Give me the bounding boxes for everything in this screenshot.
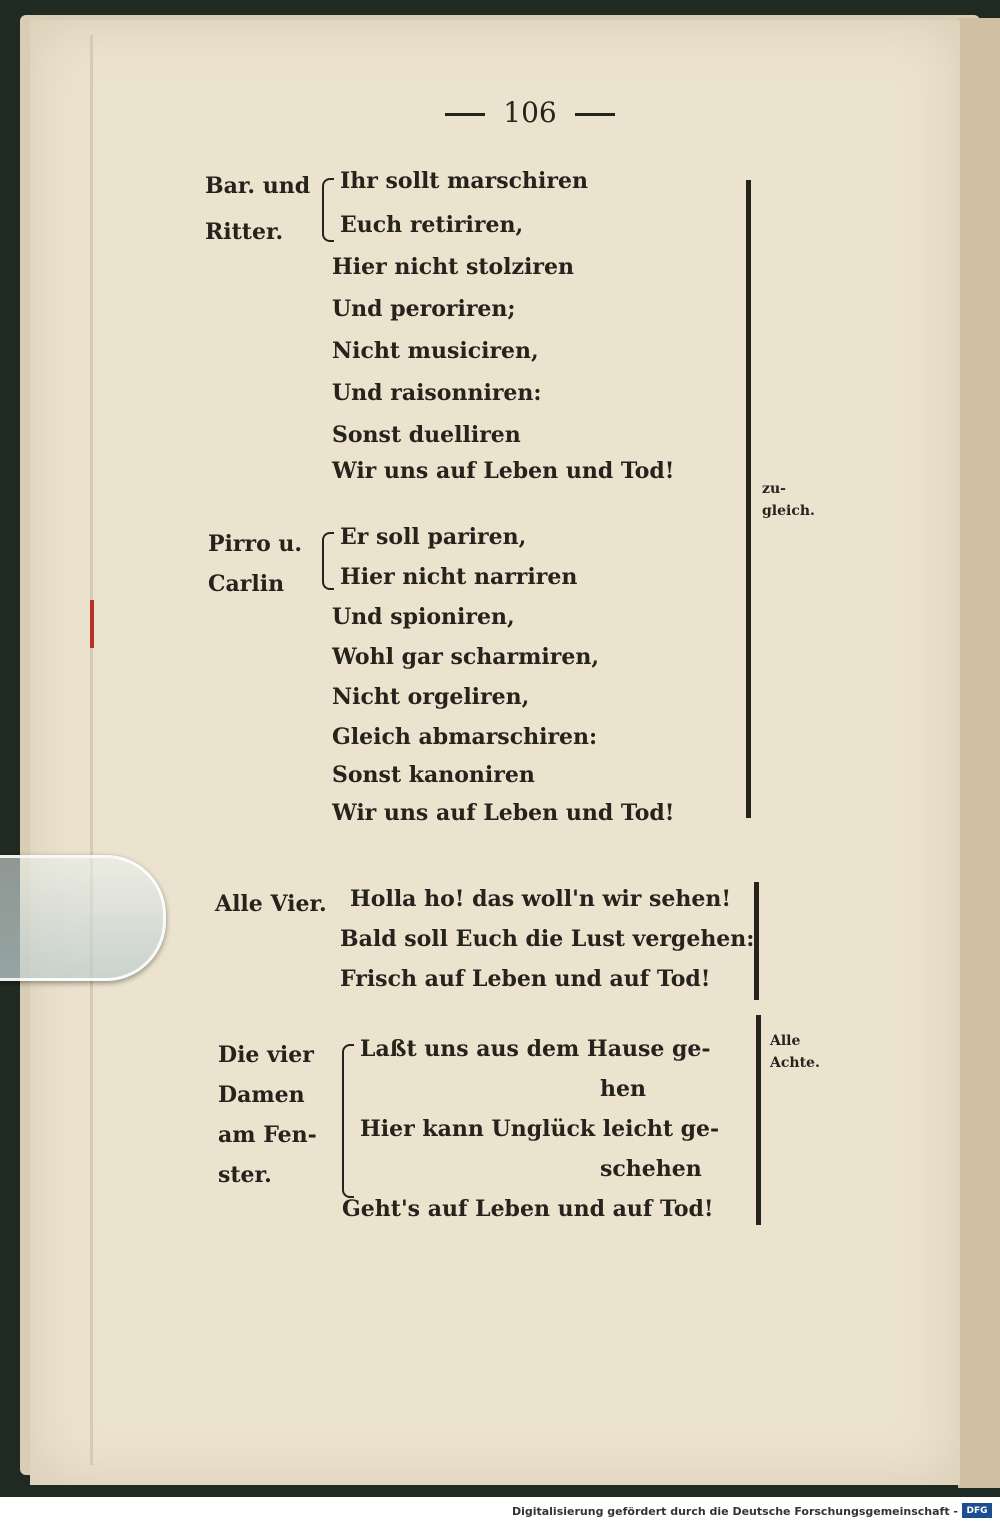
speaker-brace xyxy=(342,1044,354,1198)
page-number-dash-left xyxy=(445,113,485,116)
verse-line: Nicht orgeliren, xyxy=(332,684,530,710)
verse-line: Hier kann Unglück leicht ge- xyxy=(360,1116,720,1142)
side-note-alle-achte xyxy=(770,1030,820,1074)
verse-line: Wir uns auf Leben und Tod! xyxy=(332,458,675,484)
speaker-label: Carlin xyxy=(208,571,285,597)
footer-credit: Digitalisierung gefördert durch die Deutsche Forschungsgemeinschaft - xyxy=(511,1505,958,1518)
verse-line: Holla ho! das woll'n wir sehen! xyxy=(350,886,732,912)
verse-line: Euch retiriren, xyxy=(340,212,524,238)
verse-line: Ihr sollt marschiren xyxy=(340,168,588,194)
speaker-label: Alle Vier. xyxy=(215,891,327,917)
page-gutter xyxy=(90,35,93,1465)
side-note-line: gleich. xyxy=(762,503,815,519)
right-bracket-bar xyxy=(746,180,751,818)
speaker-label: Bar. und xyxy=(205,173,311,199)
speaker-brace xyxy=(322,532,334,590)
page-number-dash-right xyxy=(575,113,615,116)
verse-line: Wir uns auf Leben und Tod! xyxy=(332,800,675,826)
verse-line: Laßt uns aus dem Hause ge- xyxy=(360,1036,711,1062)
verse-line: Er soll pariren, xyxy=(340,524,527,550)
side-note-line: zu- xyxy=(762,481,786,497)
verse-line: Und peroriren; xyxy=(332,296,516,322)
side-note-line: Alle xyxy=(770,1033,801,1049)
page-number xyxy=(410,96,650,129)
verse-line: Wohl gar scharmiren, xyxy=(332,644,599,670)
right-bracket-bar xyxy=(756,1015,761,1225)
verse-line: Hier nicht narriren xyxy=(340,564,578,590)
red-page-marker xyxy=(90,600,94,648)
verse-line: Gleich abmarschiren: xyxy=(332,724,598,750)
book-page xyxy=(30,20,960,1485)
speaker-label: Damen xyxy=(218,1082,305,1108)
verse-line: Frisch auf Leben und auf Tod! xyxy=(340,966,711,992)
verse-line: Und raisonniren: xyxy=(332,380,542,406)
facing-page-edge xyxy=(958,18,1000,1488)
verse-line: hen xyxy=(600,1076,646,1102)
dfg-logo-icon: DFG xyxy=(962,1503,992,1518)
verse-line: Sonst kanoniren xyxy=(332,762,535,788)
verse-line: Nicht musiciren, xyxy=(332,338,539,364)
verse-line: Sonst duelliren xyxy=(332,422,521,448)
speaker-label: ster. xyxy=(218,1162,272,1188)
side-note-line: Achte. xyxy=(770,1055,820,1071)
verse-line: Geht's auf Leben und auf Tod! xyxy=(342,1196,714,1222)
right-bracket-bar xyxy=(754,882,759,1000)
verse-line: schehen xyxy=(600,1156,702,1182)
verse-line: Hier nicht stolziren xyxy=(332,254,574,280)
verse-line: Und spioniren, xyxy=(332,604,515,630)
speaker-brace xyxy=(322,178,334,242)
page-holder-clip xyxy=(0,855,166,981)
speaker-label: Ritter. xyxy=(205,219,284,245)
speaker-label: Die vier xyxy=(218,1042,314,1068)
speaker-label: Pirro u. xyxy=(208,531,303,557)
side-note-zugleich xyxy=(762,478,815,522)
page-number-value: 106 xyxy=(503,96,557,129)
speaker-label: am Fen- xyxy=(218,1122,317,1148)
verse-line: Bald soll Euch die Lust vergehen: xyxy=(340,926,755,952)
